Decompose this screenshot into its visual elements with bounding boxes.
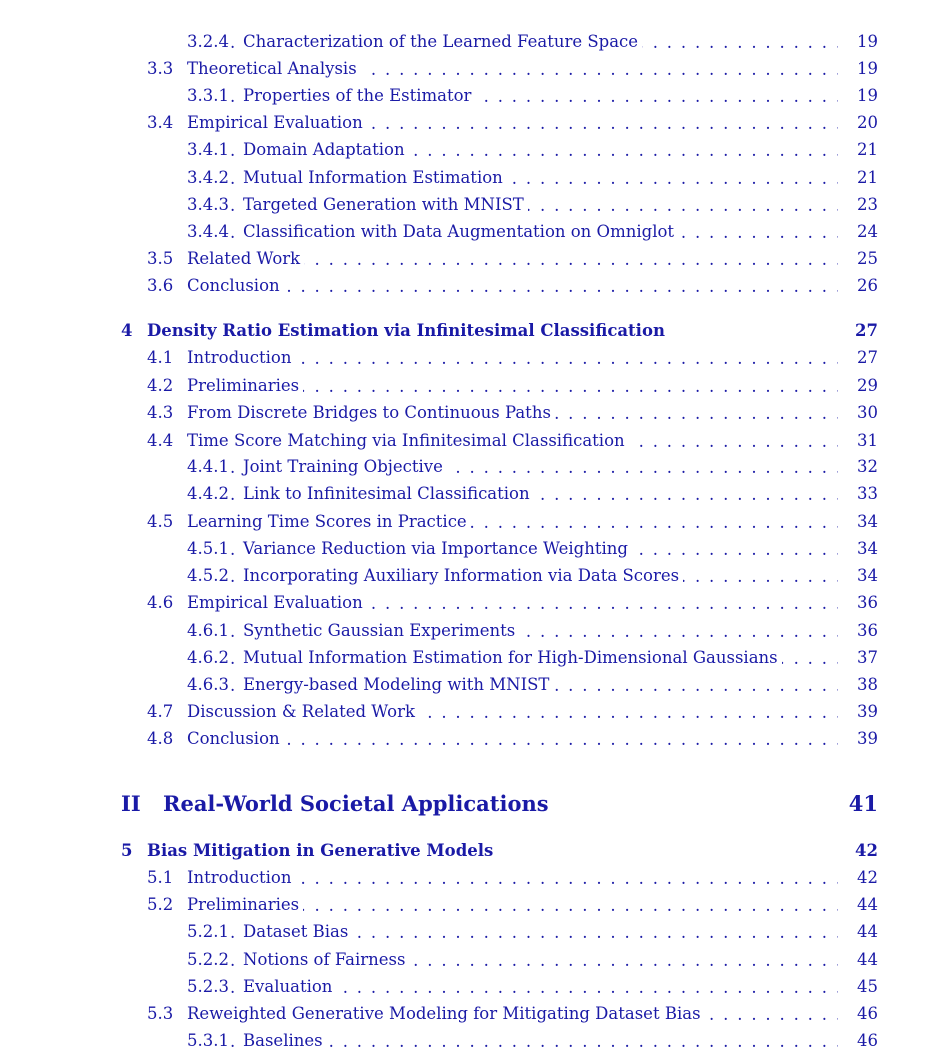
toc-entry-title: Dataset Bias [243,922,352,942]
toc-entry-number: 4.1 [147,348,174,367]
toc-entry-number: 5.1 [147,868,174,887]
toc-entry-title: Reweighted Generative Modeling for Mitigating Dataset Bias [187,1004,705,1024]
toc-entry-number: 4.6 [147,593,174,612]
toc-entry-page: 20 [857,113,878,132]
toc-entry-page: 21 [857,140,878,159]
toc-entry-page: 34 [857,566,878,585]
toc-entry-page: 41 [848,791,878,816]
toc-entry-number: II [121,791,141,816]
toc-entry-page: 37 [857,648,878,667]
toc-entry-page: 46 [857,1004,878,1023]
toc-entry-title: Variance Reduction via Importance Weighting [243,539,632,559]
toc-entry-title: Preliminaries [187,895,303,915]
toc-entry-number: 3.4.1 [187,140,229,159]
toc-entry-page: 33 [857,484,878,503]
toc-entry-title: Discussion & Related Work [187,702,419,722]
toc-entry-title: Learning Time Scores in Practice [187,512,471,532]
toc-entry-title: Time Score Matching via Infinitesimal Classification [187,431,629,451]
toc-entry-title: From Discrete Bridges to Continuous Paths [187,403,555,423]
toc-dot-leader [230,730,838,750]
toc-entry-number: 4.2 [147,376,174,395]
toc-entry-number: 4.5.1 [187,539,229,558]
toc-entry-title: Real-World Societal Applications [163,791,549,816]
toc-entry-title: Bias Mitigation in Generative Models [147,841,494,860]
toc-entry-page: 44 [857,922,878,941]
toc-entry-number: 5.2 [147,895,174,914]
toc-entry-number: 5.3.1 [187,1031,229,1050]
toc-entry-page: 39 [857,729,878,748]
toc-entry-number: 3.4.4 [187,222,229,241]
toc-entry-title: Conclusion [187,276,284,296]
toc-entry-number: 5.2.1 [187,922,229,941]
toc-entry-title: Theoretical Analysis [187,59,361,79]
toc-entry-page: 21 [857,168,878,187]
toc-entry-number: 3.2.4 [187,32,229,51]
toc-dot-leader [230,896,838,916]
toc-entry-number: 4.6.1 [187,621,229,640]
toc-entry-title: Link to Infinitesimal Classification [243,484,534,504]
toc-entry-number: 4 [121,321,133,340]
toc-entry-page: 34 [857,512,878,531]
toc-entry-number: 3.4.2 [187,168,229,187]
toc-entry-number: 4.4.1 [187,457,229,476]
toc-entry-title: Empirical Evaluation [187,113,367,133]
toc-entry-number: 5.2.3 [187,977,229,996]
toc-entry-page: 45 [857,977,878,996]
toc-entry-number: 3.3 [147,59,174,78]
toc-entry-page: 38 [857,675,878,694]
toc-entry-title: Characterization of the Learned Feature Space [243,32,642,52]
toc-entry-title: Incorporating Auxiliary Information via Data Scores [243,566,683,586]
toc-entry-number: 5.3 [147,1004,174,1023]
toc-dot-leader [230,377,838,397]
toc-entry-number: 4.8 [147,729,174,748]
toc-entry-page: 36 [857,621,878,640]
toc-entry-page: 46 [857,1031,878,1050]
toc-entry-page: 27 [855,321,878,340]
toc-entry-number: 4.4 [147,431,174,450]
toc-entry-page: 24 [857,222,878,241]
toc-entry-number: 4.3 [147,403,174,422]
toc-entry-page: 30 [857,403,878,422]
toc-entry-page: 44 [857,895,878,914]
toc-entry-page: 32 [857,457,878,476]
toc-entry-number: 3.4 [147,113,174,132]
toc-entry-title: Properties of the Estimator [243,86,475,106]
toc-dot-leader [230,869,838,889]
toc-entry-title: Synthetic Gaussian Experiments [243,621,519,641]
toc-entry-number: 4.6.3 [187,675,229,694]
toc-entry-title: Targeted Generation with MNIST [243,195,528,215]
toc-entry-title: Baselines [243,1031,327,1051]
toc-entry-title: Conclusion [187,729,284,749]
toc-entry-title: Empirical Evaluation [187,593,367,613]
toc-entry-title: Introduction [187,348,296,368]
toc-entry-title: Related Work [187,249,304,269]
toc-entry-page: 31 [857,431,878,450]
toc-dot-leader [230,250,838,270]
toc-entry-title: Preliminaries [187,376,303,396]
toc-entry-number: 3.6 [147,276,174,295]
toc-entry-page: 44 [857,950,878,969]
toc-entry-page: 19 [857,86,878,105]
toc-entry-number: 3.3.1 [187,86,229,105]
toc-entry-number: 5.2.2 [187,950,229,969]
toc-entry-number: 4.5 [147,512,174,531]
toc-entry-title: Energy-based Modeling with MNIST [243,675,553,695]
toc-entry-page: 19 [857,59,878,78]
toc-entry-number: 4.6.2 [187,648,229,667]
toc-entry-title: Mutual Information Estimation [243,168,507,188]
toc-entry-number: 3.5 [147,249,174,268]
toc-entry-number: 4.7 [147,702,174,721]
toc-entry-page: 42 [857,868,878,887]
toc-entry-page: 25 [857,249,878,268]
toc-entry-title: Notions of Fairness [243,950,410,970]
toc-entry-number: 3.4.3 [187,195,229,214]
toc-entry-title: Density Ratio Estimation via Infinitesimal Classification [147,321,665,340]
toc-entry-page: 27 [857,348,878,367]
toc-entry-page: 29 [857,376,878,395]
toc-entry-page: 34 [857,539,878,558]
toc-entry-title: Domain Adaptation [243,140,409,160]
toc-entry-title: Classification with Data Augmentation on Omniglot [243,222,678,242]
toc-entry-title: Mutual Information Estimation for High-Dimensional Gaussians [243,648,782,668]
toc-dot-leader [230,349,838,369]
toc-entry-title: Evaluation [243,977,336,997]
toc-dot-leader [230,277,838,297]
toc-entry-page: 19 [857,32,878,51]
toc-entry-number: 5 [121,841,133,860]
toc-entry-number: 4.4.2 [187,484,229,503]
toc-entry-title: Introduction [187,868,296,888]
toc-entry-page: 39 [857,702,878,721]
toc-entry-page: 36 [857,593,878,612]
toc-entry-page: 26 [857,276,878,295]
toc-entry-number: 4.5.2 [187,566,229,585]
toc-entry-page: 42 [855,841,878,860]
toc-entry-title: Joint Training Objective [243,457,447,477]
toc-entry-page: 23 [857,195,878,214]
